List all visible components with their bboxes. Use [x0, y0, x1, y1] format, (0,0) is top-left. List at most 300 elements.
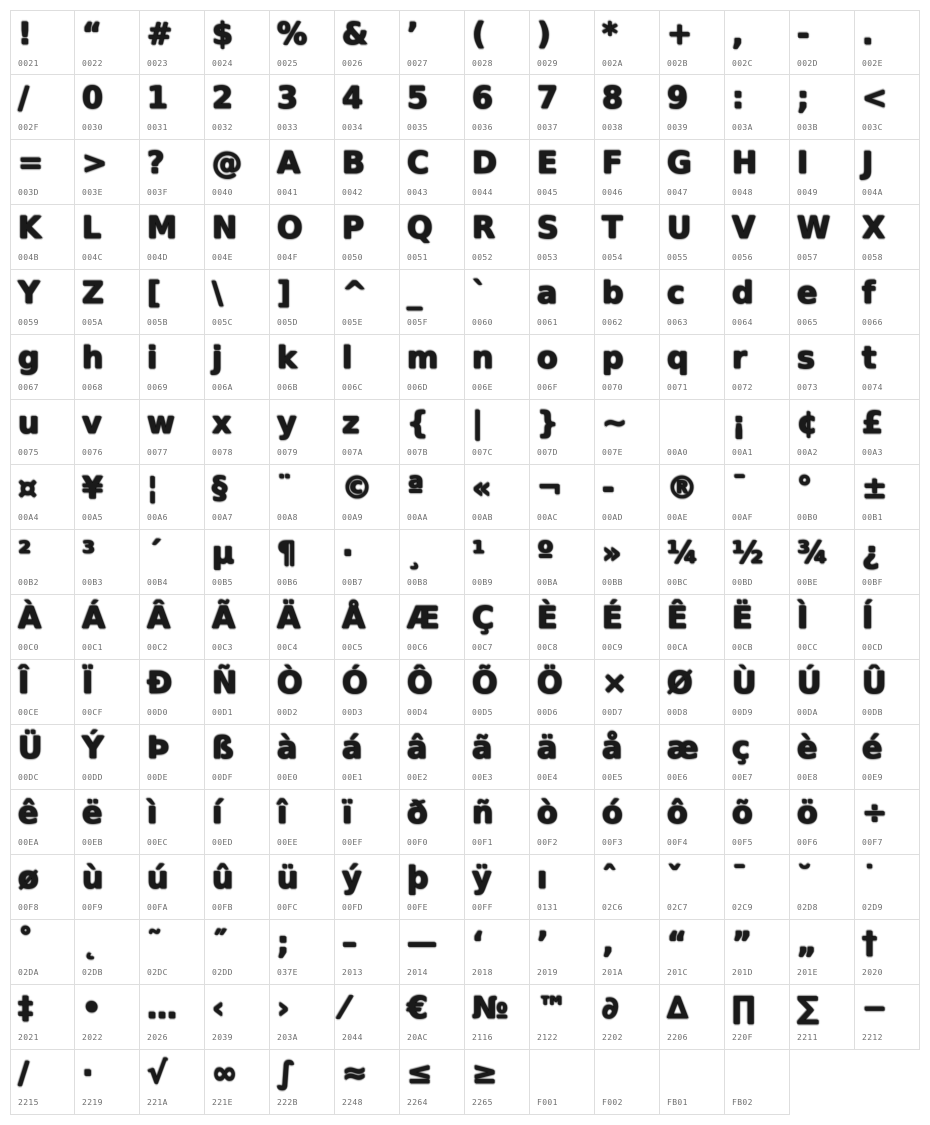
glyph-codepoint-label: 2116 [472, 1033, 493, 1042]
glyph-sample: ) [537, 17, 551, 52]
glyph-cell [725, 985, 790, 1050]
glyph-sample: V [732, 211, 756, 246]
glyph-cell [10, 1050, 75, 1115]
glyph-cell [140, 985, 205, 1050]
glyph-cell [140, 400, 205, 465]
glyph-sample: 3 [277, 81, 298, 116]
glyph-codepoint-label: 00C8 [537, 643, 558, 652]
glyph-codepoint-label: 2039 [212, 1033, 233, 1042]
glyph-cell [530, 75, 595, 140]
glyph-sample: ð [407, 796, 428, 831]
glyph-sample: ý [342, 861, 362, 896]
glyph-sample: e [797, 276, 818, 311]
glyph-codepoint-label: 2013 [342, 968, 363, 977]
glyph-cell [10, 465, 75, 530]
glyph-codepoint-label: 006D [407, 383, 428, 392]
glyph-codepoint-label: 005E [342, 318, 363, 327]
glyph-sample: R [472, 211, 496, 246]
glyph-cell [790, 985, 855, 1050]
glyph-sample: 4 [342, 81, 363, 116]
glyph-cell [660, 790, 725, 855]
glyph-sample: È [537, 601, 558, 636]
glyph-cell [205, 855, 270, 920]
glyph-codepoint-label: 00D7 [602, 708, 623, 717]
glyph-codepoint-label: 002C [732, 59, 753, 68]
glyph-cell [140, 530, 205, 595]
glyph-sample: o [537, 341, 558, 376]
glyph-cell [790, 140, 855, 205]
glyph-codepoint-label: 00ED [212, 838, 233, 847]
glyph-sample: * [602, 17, 618, 52]
glyph-codepoint-label: 0025 [277, 59, 298, 68]
glyph-codepoint-label: 0067 [18, 383, 39, 392]
glyph-sample: ¡ [732, 406, 746, 441]
glyph-codepoint-label: 02C6 [602, 903, 623, 912]
glyph-sample: ë [82, 796, 103, 831]
glyph-cell [790, 595, 855, 660]
glyph-sample: € [407, 991, 428, 1026]
glyph-codepoint-label: 006E [472, 383, 493, 392]
glyph-cell [660, 855, 725, 920]
glyph-sample: þ [407, 861, 429, 896]
glyph-cell [660, 1050, 725, 1115]
glyph-sample: ; [277, 926, 289, 961]
glyph-codepoint-label: 00F2 [537, 838, 558, 847]
glyph-sample: ª [407, 471, 424, 506]
glyph-codepoint-label: 002B [667, 59, 688, 68]
glyph-cell [660, 465, 725, 530]
glyph-codepoint-label: 003D [18, 188, 39, 197]
glyph-sample: Z [82, 276, 104, 311]
glyph-cell [270, 595, 335, 660]
glyph-cell [270, 335, 335, 400]
glyph-codepoint-label: 006F [537, 383, 558, 392]
glyph-codepoint-label: 201D [732, 968, 753, 977]
glyph-sample: ¦ [147, 471, 158, 506]
glyph-sample: U [667, 211, 692, 246]
glyph-sample: f [862, 276, 876, 311]
glyph-codepoint-label: 00FC [277, 903, 298, 912]
glyph-codepoint-label: 0028 [472, 59, 493, 68]
glyph-sample: ˉ [732, 861, 747, 896]
glyph-codepoint-label: 00BB [602, 578, 623, 587]
glyph-sample: √ [147, 1056, 168, 1091]
glyph-cell [75, 400, 140, 465]
glyph-codepoint-label: 00BC [667, 578, 688, 587]
glyph-codepoint-label: 007B [407, 448, 428, 457]
glyph-codepoint-label: 02C9 [732, 903, 753, 912]
glyph-codepoint-label: 00FB [212, 903, 233, 912]
glyph-cell [75, 790, 140, 855]
glyph-codepoint-label: 0037 [537, 123, 558, 132]
glyph-codepoint-label: 00C4 [277, 643, 298, 652]
glyph-cell [270, 790, 335, 855]
glyph-sample: $ [212, 17, 233, 52]
glyph-sample: ² [18, 536, 32, 571]
glyph-cell [400, 400, 465, 465]
glyph-codepoint-label: 00E7 [732, 773, 753, 782]
glyph-codepoint-label: 0049 [797, 188, 818, 197]
glyph-codepoint-label: 02D9 [862, 903, 883, 912]
glyph-sample: à [277, 731, 298, 766]
glyph-cell [400, 140, 465, 205]
glyph-codepoint-label: 0044 [472, 188, 493, 197]
glyph-sample: ˚ [18, 926, 33, 961]
glyph-sample: › [277, 991, 290, 1026]
glyph-codepoint-label: 00AC [537, 513, 558, 522]
glyph-sample: @ [212, 146, 242, 181]
glyph-sample: ‹ [212, 991, 225, 1026]
glyph-cell [75, 140, 140, 205]
glyph-sample: z [342, 406, 360, 441]
glyph-cell [595, 400, 660, 465]
glyph-sample: d [732, 276, 754, 311]
glyph-cell [595, 10, 660, 75]
glyph-sample: ¸ [407, 536, 422, 571]
glyph-codepoint-label: 00C0 [18, 643, 39, 652]
glyph-sample: å [602, 731, 623, 766]
glyph-cell [660, 10, 725, 75]
glyph-sample: m [407, 341, 439, 376]
glyph-sample: Á [82, 601, 106, 636]
glyph-cell [790, 75, 855, 140]
glyph-codepoint-label: 00CE [18, 708, 39, 717]
glyph-sample: 6 [472, 81, 493, 116]
glyph-codepoint-label: 0029 [537, 59, 558, 68]
glyph-sample: ‚ [602, 926, 614, 961]
glyph-codepoint-label: 00A9 [342, 513, 363, 522]
glyph-cell [595, 335, 660, 400]
glyph-cell [530, 920, 595, 985]
glyph-codepoint-label: 0069 [147, 383, 168, 392]
glyph-sample: ø [18, 861, 39, 896]
glyph-sample: 5 [407, 81, 428, 116]
glyph-codepoint-label: 00E2 [407, 773, 428, 782]
glyph-cell [725, 270, 790, 335]
glyph-sample: a [537, 276, 558, 311]
glyph-codepoint-label: 0023 [147, 59, 168, 68]
glyph-sample: º [537, 536, 554, 571]
glyph-cell [335, 790, 400, 855]
glyph-cell [725, 530, 790, 595]
glyph-cell [595, 75, 660, 140]
glyph-sample: - [602, 471, 615, 506]
glyph-sample: Æ [407, 601, 440, 636]
glyph-sample: ´ [147, 536, 162, 571]
glyph-sample: − [862, 991, 888, 1026]
glyph-codepoint-label: 00B8 [407, 578, 428, 587]
glyph-cell [660, 140, 725, 205]
glyph-codepoint-label: 00B6 [277, 578, 298, 587]
glyph-cell [270, 530, 335, 595]
glyph-cell [660, 595, 725, 660]
glyph-codepoint-label: 2212 [862, 1033, 883, 1042]
glyph-cell [595, 985, 660, 1050]
glyph-sample: { [407, 406, 429, 441]
glyph-sample: ÷ [862, 796, 888, 831]
glyph-codepoint-label: 02C7 [667, 903, 688, 912]
glyph-cell [530, 465, 595, 530]
glyph-sample: Ì [797, 601, 809, 636]
glyph-sample: ÿ [472, 861, 492, 896]
glyph-cell [725, 660, 790, 725]
glyph-cell [530, 725, 595, 790]
glyph-codepoint-label: 00B2 [18, 578, 39, 587]
glyph-cell [660, 530, 725, 595]
glyph-cell [595, 270, 660, 335]
glyph-cell [530, 660, 595, 725]
glyph-codepoint-label: 0061 [537, 318, 558, 327]
glyph-sample: [ [147, 276, 161, 311]
glyph-codepoint-label: 0059 [18, 318, 39, 327]
glyph-cell [400, 985, 465, 1050]
glyph-cell [790, 335, 855, 400]
glyph-codepoint-label: 2021 [18, 1033, 39, 1042]
glyph-sample: ä [537, 731, 558, 766]
glyph-sample: W [797, 211, 831, 246]
glyph-sample: + [667, 17, 693, 52]
glyph-sample: 0 [82, 81, 103, 116]
glyph-sample: ï [342, 796, 353, 831]
glyph-codepoint-label: 00DC [18, 773, 39, 782]
glyph-cell [335, 140, 400, 205]
glyph-cell [10, 335, 75, 400]
glyph-codepoint-label: 201A [602, 968, 623, 977]
glyph-cell [465, 10, 530, 75]
glyph-cell [595, 660, 660, 725]
glyph-cell [205, 10, 270, 75]
glyph-cell [530, 10, 595, 75]
glyph-cell [400, 1050, 465, 1115]
glyph-sample: ? [147, 146, 165, 181]
glyph-sample: £ [862, 406, 883, 441]
glyph-codepoint-label: 00A0 [667, 448, 688, 457]
glyph-cell [530, 205, 595, 270]
glyph-codepoint-label: 00BE [797, 578, 818, 587]
glyph-codepoint-label: 2248 [342, 1098, 363, 1107]
glyph-cell [725, 400, 790, 465]
glyph-codepoint-label: 2014 [407, 968, 428, 977]
glyph-codepoint-label: 02D8 [797, 903, 818, 912]
glyph-codepoint-label: 0072 [732, 383, 753, 392]
glyph-sample: ‘ [472, 926, 484, 961]
glyph-codepoint-label: 00CD [862, 643, 883, 652]
glyph-codepoint-label: 002D [797, 59, 818, 68]
glyph-codepoint-label: 00B1 [862, 513, 883, 522]
glyph-cell [595, 205, 660, 270]
glyph-sample: ¥ [82, 471, 103, 506]
glyph-cell [595, 855, 660, 920]
glyph-cell [75, 530, 140, 595]
glyph-sample: Â [147, 601, 171, 636]
glyph-sample: ¹ [472, 536, 486, 571]
glyph-codepoint-label: 00C1 [82, 643, 103, 652]
glyph-cell [335, 530, 400, 595]
glyph-sample: ¢ [797, 406, 818, 441]
glyph-sample: . [862, 17, 874, 52]
glyph-cell [335, 855, 400, 920]
glyph-codepoint-label: 0041 [277, 188, 298, 197]
glyph-cell [530, 400, 595, 465]
glyph-sample: ˆ [602, 861, 617, 896]
glyph-sample: ™ [537, 991, 567, 1026]
glyph-codepoint-label: 004F [277, 253, 298, 262]
glyph-codepoint-label: 00BA [537, 578, 558, 587]
glyph-codepoint-label: 0079 [277, 448, 298, 457]
glyph-cell [75, 660, 140, 725]
glyph-cell [75, 855, 140, 920]
glyph-sample: w [147, 406, 175, 441]
glyph-sample: Û [862, 666, 887, 701]
glyph-codepoint-label: 00E0 [277, 773, 298, 782]
glyph-codepoint-label: 00B3 [82, 578, 103, 587]
glyph-sample: S [537, 211, 559, 246]
glyph-sample: Ý [82, 731, 104, 766]
glyph-sample: k [277, 341, 297, 376]
glyph-codepoint-label: 00DE [147, 773, 168, 782]
glyph-sample: ^ [342, 276, 368, 311]
glyph-codepoint-label: 0051 [407, 253, 428, 262]
glyph-sample: À [18, 601, 42, 636]
glyph-cell [725, 205, 790, 270]
glyph-codepoint-label: 0034 [342, 123, 363, 132]
glyph-cell [465, 205, 530, 270]
glyph-sample: ± [862, 471, 888, 506]
glyph-cell [530, 985, 595, 1050]
glyph-cell [270, 855, 335, 920]
glyph-cell [595, 530, 660, 595]
glyph-codepoint-label: 00A1 [732, 448, 753, 457]
glyph-cell [205, 595, 270, 660]
glyph-sample: M [147, 211, 177, 246]
glyph-codepoint-label: 003C [862, 123, 883, 132]
glyph-codepoint-label: 0043 [407, 188, 428, 197]
glyph-sample: N [212, 211, 238, 246]
glyph-codepoint-label: 0056 [732, 253, 753, 262]
glyph-codepoint-label: 0036 [472, 123, 493, 132]
glyph-codepoint-label: 0040 [212, 188, 233, 197]
glyph-sample: > [82, 146, 108, 181]
glyph-sample: ê [18, 796, 39, 831]
glyph-codepoint-label: F001 [537, 1098, 558, 1107]
glyph-cell [140, 595, 205, 660]
glyph-sample: ó [602, 796, 623, 831]
glyph-sample: § [212, 471, 227, 506]
glyph-codepoint-label: 0035 [407, 123, 428, 132]
glyph-cell [75, 725, 140, 790]
glyph-sample: Ï [82, 666, 94, 701]
glyph-sample: æ [667, 731, 699, 766]
glyph-codepoint-label: 2211 [797, 1033, 818, 1042]
glyph-cell [270, 1050, 335, 1115]
glyph-sample: ò [537, 796, 558, 831]
glyph-sample: 8 [602, 81, 623, 116]
glyph-codepoint-label: 00FA [147, 903, 168, 912]
glyph-sample: Ã [212, 601, 236, 636]
glyph-sample: & [342, 17, 369, 52]
glyph-cell [335, 985, 400, 1050]
glyph-codepoint-label: 00E8 [797, 773, 818, 782]
glyph-cell [75, 920, 140, 985]
glyph-sample: Ó [342, 666, 368, 701]
glyph-sample: v [82, 406, 102, 441]
glyph-sample: ∕ [18, 1056, 29, 1091]
glyph-codepoint-label: 00FD [342, 903, 363, 912]
glyph-sample: i [147, 341, 158, 376]
glyph-sample: ˘ [797, 861, 812, 896]
glyph-codepoint-label: 00CC [797, 643, 818, 652]
glyph-sample: ç [732, 731, 750, 766]
glyph-sample: û [212, 861, 234, 896]
glyph-sample: Ê [667, 601, 688, 636]
glyph-codepoint-label: 0032 [212, 123, 233, 132]
glyph-sample: ˝ [212, 926, 227, 961]
glyph-cell [335, 660, 400, 725]
glyph-sample: Y [18, 276, 40, 311]
glyph-cell [595, 920, 660, 985]
glyph-cell [140, 10, 205, 75]
glyph-cell [465, 790, 530, 855]
glyph-cell [205, 1050, 270, 1115]
glyph-cell [270, 270, 335, 335]
glyph-cell [270, 400, 335, 465]
glyph-codepoint-label: FB02 [732, 1098, 753, 1107]
glyph-cell [10, 985, 75, 1050]
glyph-sample: q [667, 341, 689, 376]
glyph-sample: ≈ [342, 1056, 368, 1091]
glyph-sample: ≥ [472, 1056, 498, 1091]
glyph-cell [855, 790, 920, 855]
glyph-codepoint-label: 00D6 [537, 708, 558, 717]
glyph-codepoint-label: 00C7 [472, 643, 493, 652]
glyph-codepoint-label: 00CA [667, 643, 688, 652]
glyph-sample: L [82, 211, 102, 246]
glyph-codepoint-label: 00FE [407, 903, 428, 912]
glyph-codepoint-label: 005F [407, 318, 428, 327]
glyph-sample: ; [797, 81, 809, 116]
glyph-cell [270, 920, 335, 985]
glyph-sample: | [472, 406, 483, 441]
glyph-cell [725, 790, 790, 855]
glyph-sample: “ [667, 926, 687, 961]
glyph-codepoint-label: 0070 [602, 383, 623, 392]
glyph-codepoint-label: 00E6 [667, 773, 688, 782]
glyph-codepoint-label: 201E [797, 968, 818, 977]
glyph-cell [270, 985, 335, 1050]
glyph-cell [205, 400, 270, 465]
glyph-sample: ⁄ [342, 991, 348, 1026]
glyph-codepoint-label: 006A [212, 383, 233, 392]
glyph-cell [595, 595, 660, 660]
glyph-cell [75, 335, 140, 400]
glyph-codepoint-label: 0065 [797, 318, 818, 327]
glyph-codepoint-label: 0055 [667, 253, 688, 262]
glyph-codepoint-label: 00F4 [667, 838, 688, 847]
glyph-codepoint-label: FB01 [667, 1098, 688, 1107]
glyph-codepoint-label: F002 [602, 1098, 623, 1107]
glyph-sample: Ò [277, 666, 303, 701]
glyph-codepoint-label: 0026 [342, 59, 363, 68]
glyph-cell [790, 660, 855, 725]
glyph-codepoint-label: 00EF [342, 838, 363, 847]
glyph-sample: X [862, 211, 886, 246]
glyph-codepoint-label: 007A [342, 448, 363, 457]
glyph-sample: ¨ [277, 471, 292, 506]
glyph-cell [855, 985, 920, 1050]
glyph-codepoint-label: 0050 [342, 253, 363, 262]
glyph-sample: • [82, 991, 102, 1026]
glyph-codepoint-label: 00E9 [862, 773, 883, 782]
